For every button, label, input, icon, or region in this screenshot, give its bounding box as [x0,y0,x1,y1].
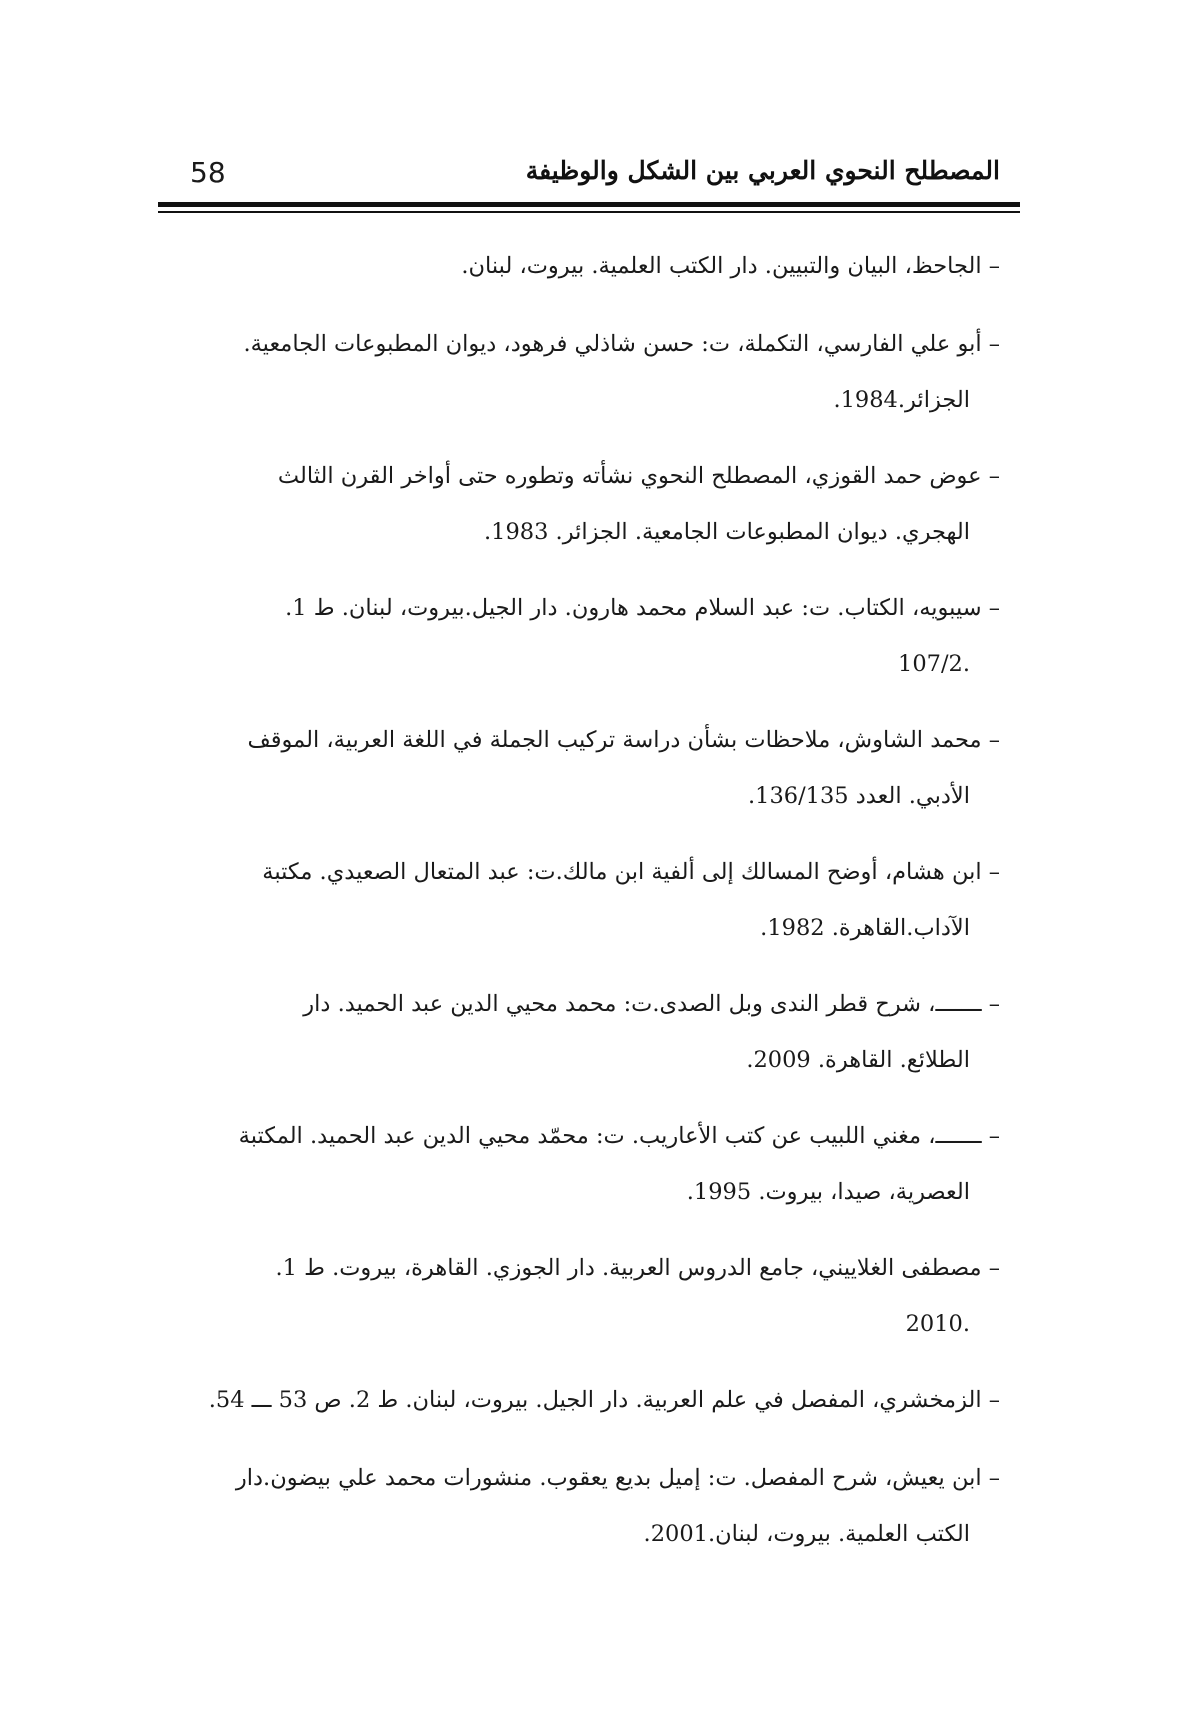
reference-entry [160,448,1000,560]
reference-continuation-line: الآداب.القاهرة. 1982. [760,915,970,941]
reference-line: – الجاحظ، البيان والتبيين. دار الكتب العلمية. بيروت، لبنان. [461,253,1000,279]
reference-continuation-line: الأدبي. العدد 136/135. [747,783,970,809]
reference-entry [160,844,1000,956]
reference-line: – سيبويه، الكتاب. ت: عبد السلام محمد هارون. دار الجيل.بيروت، لبنان. ط 1. [285,595,1000,621]
reference-continuation-line: الجزائر.1984. [833,387,970,413]
reference-line: – ابن يعيش، شرح المفصل. ت: إميل بديع يعقوب. منشورات محمد علي بيضون.دار [235,1465,1000,1491]
reference-entry [160,580,1000,692]
reference-entry [160,976,1000,1088]
page-number: 58 [190,156,226,189]
reference-line: – ـــــــ، مغني اللبيب عن كتب الأعاريب. ت: محمّد محيي الدين عبد الحميد. المكتبة [238,1123,1000,1149]
reference-entry [160,712,1000,824]
reference-line: – أبو علي الفارسي، التكملة، ت: حسن شاذلي فرهود، ديوان المطبوعات الجامعية. [243,331,1000,357]
header-rule-thick [158,202,1020,207]
reference-entry [160,238,1000,294]
reference-entry [160,1240,1000,1352]
reference-entry [160,1450,1000,1562]
header-rule-thin [158,211,1020,213]
reference-continuation-line: الهجري. ديوان المطبوعات الجامعية. الجزائر. 1983. [483,519,970,545]
reference-list [160,238,1000,1582]
reference-line: – مصطفى الغلاييني، جامع الدروس العربية. دار الجوزي. القاهرة، بيروت. ط 1. [275,1255,1000,1281]
reference-line: – محمد الشاوش، ملاحظات بشأن دراسة تركيب الجملة في اللغة العربية، الموقف [247,727,1000,753]
reference-continuation-line: العصرية، صيدا، بيروت. 1995. [686,1179,970,1205]
reference-entry [160,1108,1000,1220]
reference-continuation-line: .107/2 [898,651,970,677]
reference-line: – ـــــــ، شرح قطر الندى وبل الصدى.ت: محمد محيي الدين عبد الحميد. دار [303,991,1000,1017]
reference-entry [160,1372,1000,1428]
page-header [150,150,1020,202]
reference-continuation-line: الطلائع. القاهرة. 2009. [746,1047,970,1073]
reference-line: – ابن هشام، أوضح المسالك إلى ألفية ابن مالك.ت: عبد المتعال الصعيدي. مكتبة [262,859,1000,885]
reference-line: – الزمخشري، المفصل في علم العربية. دار الجيل. بيروت، لبنان. ط 2. ص 53 ـــ 54. [208,1387,1000,1413]
running-title: المصطلح النحوي العربي بين الشكل والوظيفة [525,156,1000,185]
reference-entry [160,316,1000,428]
reference-continuation-line: .2010 [905,1311,970,1337]
reference-continuation-line: الكتب العلمية. بيروت، لبنان.2001. [643,1521,970,1547]
reference-line: – عوض حمد القوزي، المصطلح النحوي نشأته وتطوره حتى أواخر القرن الثالث [277,463,1000,489]
